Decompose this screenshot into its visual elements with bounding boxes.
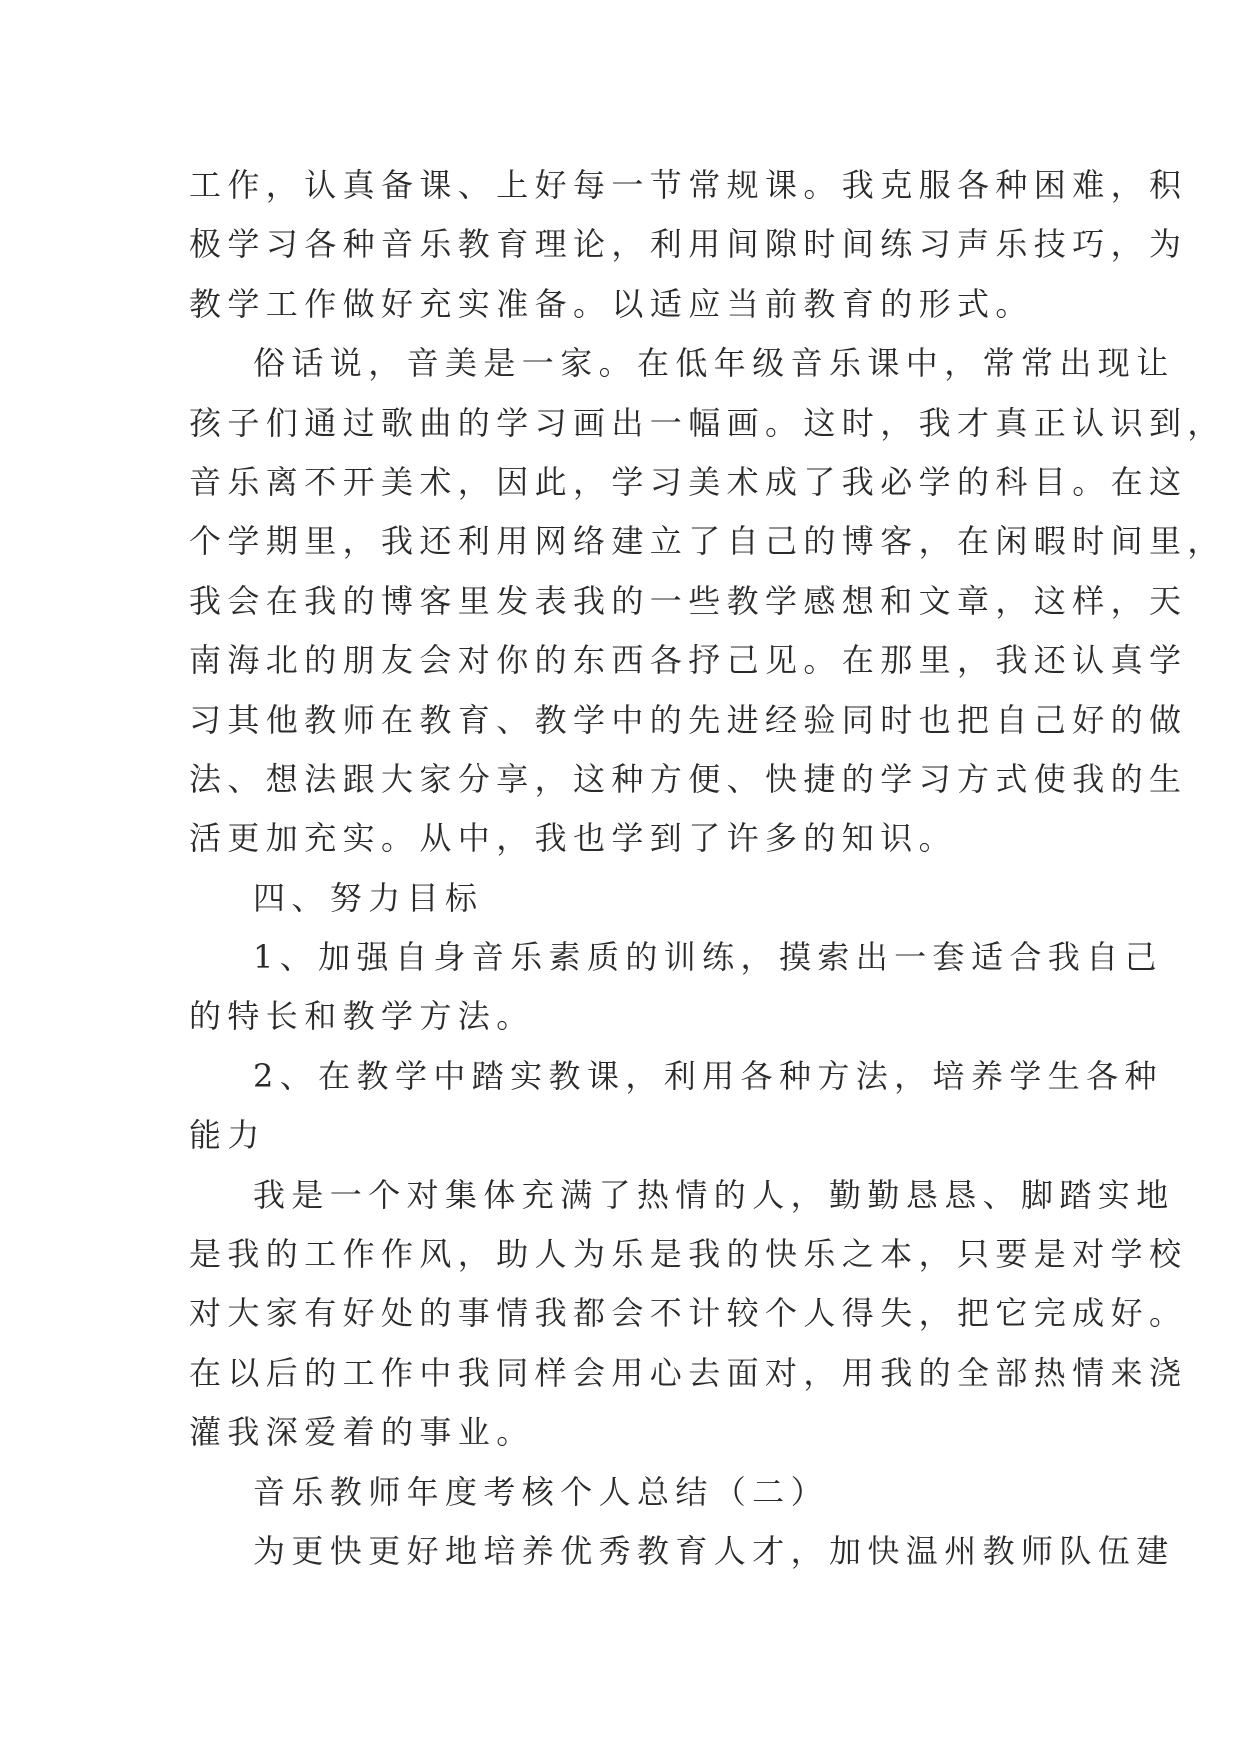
document-title: 音乐教师年度考核个人总结（二） xyxy=(253,1472,830,1511)
text-line: 习其他教师在教育、教学中的先进经验同时也把自己好的做 xyxy=(189,700,1188,739)
text-line: 南海北的朋友会对你的东西各抒己见。在那里，我还认真学 xyxy=(189,641,1188,680)
text-line: 灌我深爱着的事业。 xyxy=(189,1413,535,1452)
text-line: 为更快更好地培养优秀教育人才，加快温州教师队伍建 xyxy=(253,1531,1175,1570)
text-line: 法、想法跟大家分享，这种方便、快捷的学习方式使我的生 xyxy=(189,759,1188,798)
text-line: 教学工作做好充实准备。以适应当前教育的形式。 xyxy=(189,284,1034,323)
text-line: 音乐离不开美术，因此，学习美术成了我必学的科目。在这 xyxy=(189,462,1188,501)
text-line: 俗话说，音美是一家。在低年级音乐课中，常常出现让 xyxy=(253,344,1175,383)
text-line: 的特长和教学方法。 xyxy=(189,997,535,1036)
text-line: 极学习各种音乐教育理论，利用间隙时间练习声乐技巧，为 xyxy=(189,225,1188,264)
document-body xyxy=(189,156,1226,1581)
text-line: 工作，认真备课、上好每一节常规课。我克服各种困难，积 xyxy=(189,166,1188,204)
text-line: 在以后的工作中我同样会用心去面对，用我的全部热情来浇 xyxy=(189,1353,1188,1392)
text-line: 能力 xyxy=(189,1116,266,1155)
text-line: 我会在我的博客里发表我的一些教学感想和文章，这样，天 xyxy=(189,581,1188,620)
text-line: 孩子们通过歌曲的学习画出一幅画。这时，我才真正认识到， xyxy=(189,403,1226,442)
list-item: 2、在教学中踏实教课，利用各种方法，培养学生各种 xyxy=(253,1056,1163,1095)
text-line: 我是一个对集体充满了热情的人，勤勤恳恳、脚踏实地 xyxy=(253,1175,1175,1214)
text-line: 活更加充实。从中，我也学到了许多的知识。 xyxy=(189,819,958,858)
text-line: 个学期里，我还利用网络建立了自己的博客，在闲暇时间里， xyxy=(189,522,1226,561)
text-line: 是我的工作作风，助人为乐是我的快乐之本，只要是对学校 xyxy=(189,1235,1188,1274)
text-line: 对大家有好处的事情我都会不计较个人得失，把它完成好。 xyxy=(189,1294,1188,1333)
list-item: 1、加强自身音乐素质的训练，摸索出一套适合我自己 xyxy=(253,938,1163,977)
section-heading: 四、努力目标 xyxy=(253,878,484,917)
